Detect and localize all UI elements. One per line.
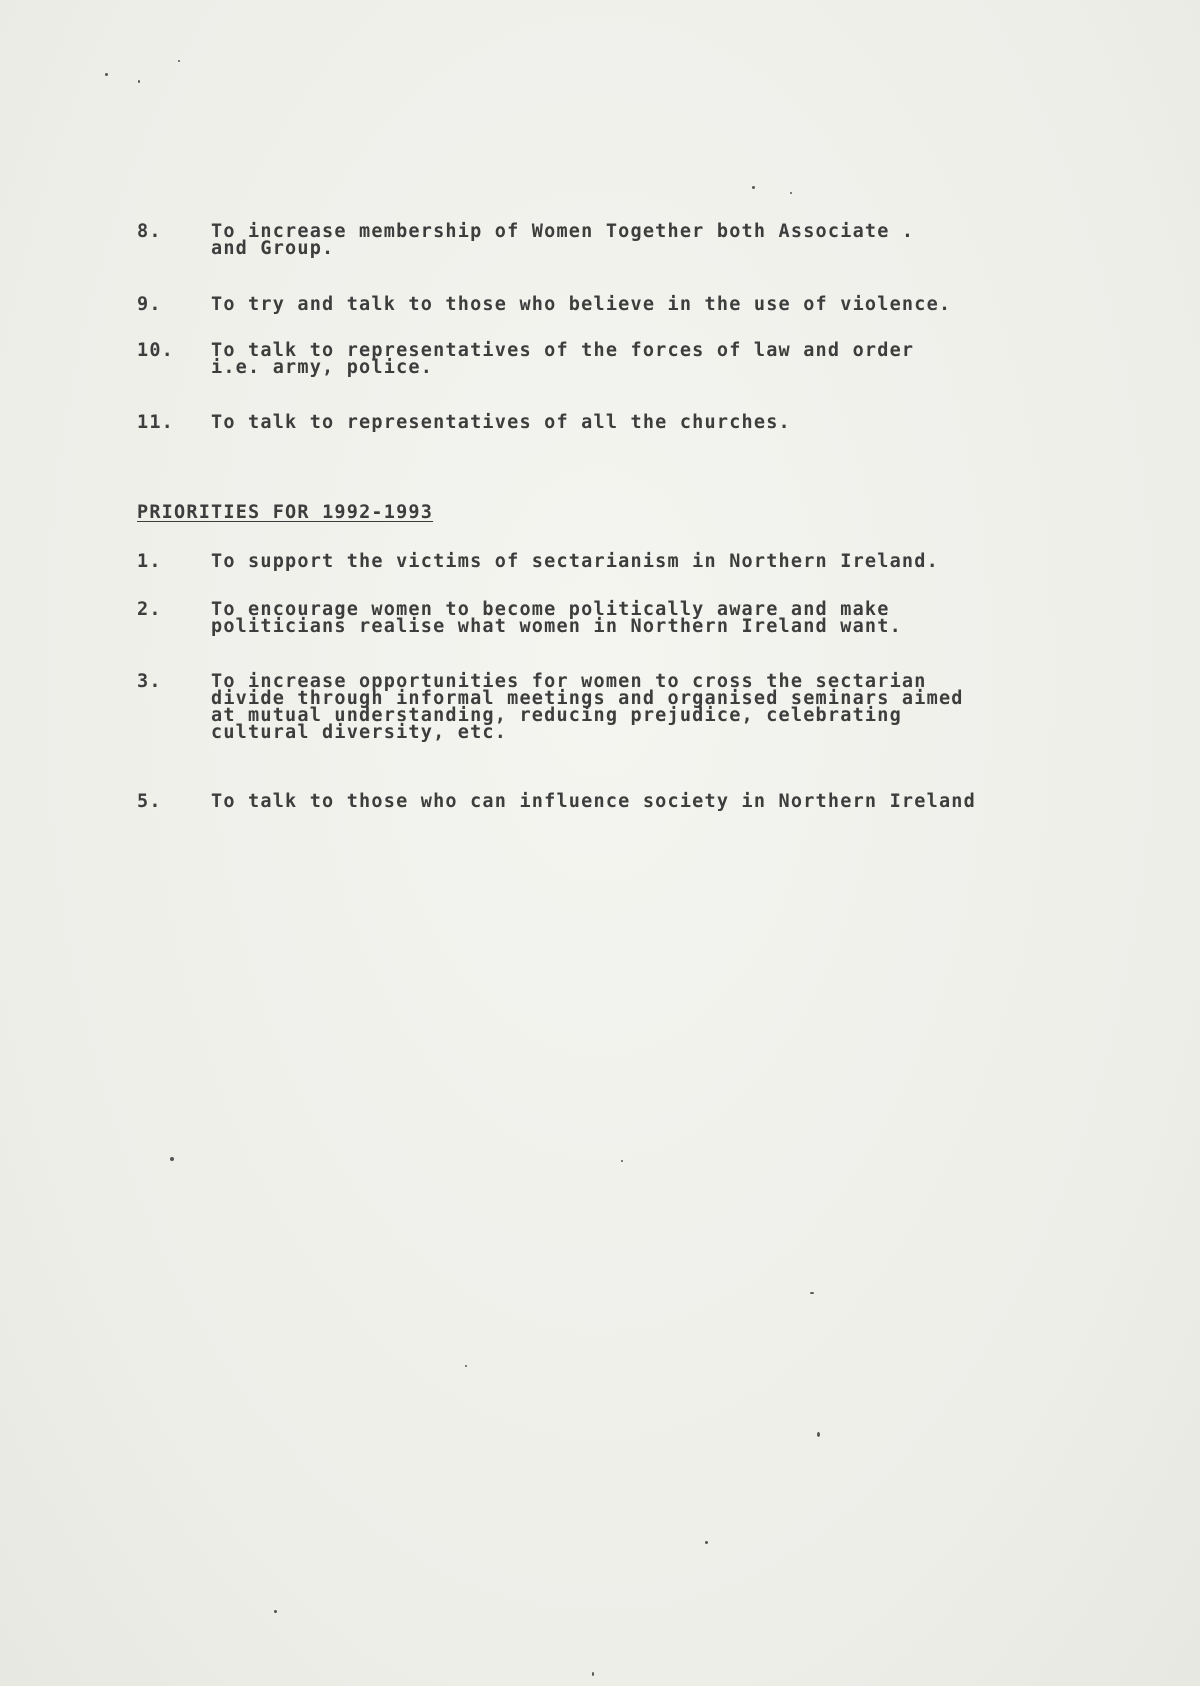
scan-speck <box>790 192 792 194</box>
item-number: 9. <box>137 294 162 315</box>
list-item <box>137 223 1117 257</box>
list-item <box>137 296 1117 313</box>
scan-speck <box>752 186 755 189</box>
item-number: 5. <box>137 791 162 812</box>
item-number: 8. <box>137 221 162 242</box>
item-text: To increase opportunities for women to cross the sectarian divide through informal meetings and organised seminars aimed at mutual understanding, reducing prejudice, celebrating cultural diversity, etc. <box>211 671 964 743</box>
scan-speck <box>105 73 108 76</box>
list-item <box>137 601 1117 635</box>
item-number: 10. <box>137 340 175 361</box>
item-text: To talk to representatives of the forces of law and order i.e. army, police. <box>211 340 915 378</box>
scan-speck <box>465 1365 467 1367</box>
scan-speck <box>817 1432 820 1437</box>
item-number: 11. <box>137 412 175 433</box>
priorities-heading: PRIORITIES FOR 1992-1993 <box>137 502 434 523</box>
item-number: 3. <box>137 671 162 692</box>
scan-speck <box>705 1541 708 1544</box>
item-number: 2. <box>137 599 162 620</box>
list-item <box>137 673 1117 741</box>
list-item <box>137 793 1117 810</box>
item-number: 1. <box>137 551 162 572</box>
scan-speck <box>178 60 180 62</box>
item-text: To encourage women to become politically aware and make politicians realise what women in Northern Ireland want. <box>211 599 902 637</box>
item-text: To talk to those who can influence society in Northern Ireland <box>211 791 976 812</box>
item-text: To try and talk to those who believe in the use of violence. <box>211 294 952 315</box>
scan-speck <box>274 1610 277 1613</box>
item-text: To talk to representatives of all the churches. <box>211 412 791 433</box>
scan-speck <box>138 80 140 83</box>
scan-speck <box>170 1157 174 1161</box>
scan-speck <box>621 1160 623 1162</box>
scan-speck <box>810 1292 814 1294</box>
item-text: To support the victims of sectarianism in Northern Ireland. <box>211 551 939 572</box>
list-item <box>137 414 1117 431</box>
list-item <box>137 553 1117 570</box>
scan-speck <box>592 1672 594 1676</box>
item-text: To increase membership of Women Together both Associate . and Group. <box>211 221 915 259</box>
list-item <box>137 342 1117 376</box>
